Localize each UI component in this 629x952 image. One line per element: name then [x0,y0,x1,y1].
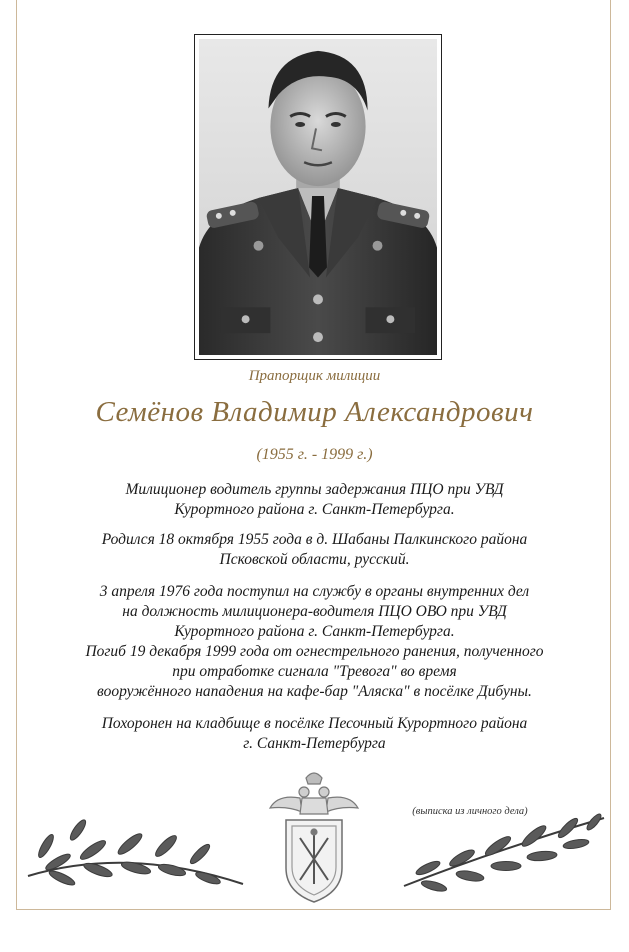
text-line: вооружённого нападения на кафе-бар "Аляска" в посёлке Дибуны. [97,683,532,700]
laurel-branch-left-icon [18,806,248,898]
burial-paragraph [40,714,589,754]
text-line: Курортного района г. Санкт-Петербурга. [174,623,455,640]
text-line: Родился 18 октября 1955 года в д. Шабаны Палкинского района [101,531,528,548]
source-note: (выписка из личного дела) [412,806,528,817]
police-eagle-emblem [268,768,360,908]
text-line: 3 апреля 1976 года поступил на службу в органы внутренних дел [99,583,530,600]
text-line: Псковской области, русский. [219,551,410,568]
birth-paragraph [40,530,589,570]
service-paragraph [40,582,589,702]
text-line: Погиб 19 декабря 1999 года от огнестрельного ранения, полученного [85,643,544,660]
text-line: при отработке сигнала "Тревога" во время [172,663,457,680]
text-line: Милиционер водитель группы задержания ПЦО при УВД [125,481,504,498]
text-line: на должность милиционера-водителя ПЦО ОВО при УВД [122,603,507,620]
text-line: г. Санкт-Петербурга [243,735,386,752]
life-years: (1955 г. - 1999 г.) [256,446,373,463]
text-line: Похоронен на кладбище в посёлке Песочный Курортного района [101,715,528,732]
portrait-photo [194,34,442,360]
text-line: Курортного района г. Санкт-Петербурга. [174,501,455,518]
laurel-branch-right-icon [396,806,611,898]
person-name: Семёнов Владимир Александрович [95,396,534,428]
position-paragraph [40,480,589,520]
rank-title: Прапорщик милиции [248,368,381,384]
